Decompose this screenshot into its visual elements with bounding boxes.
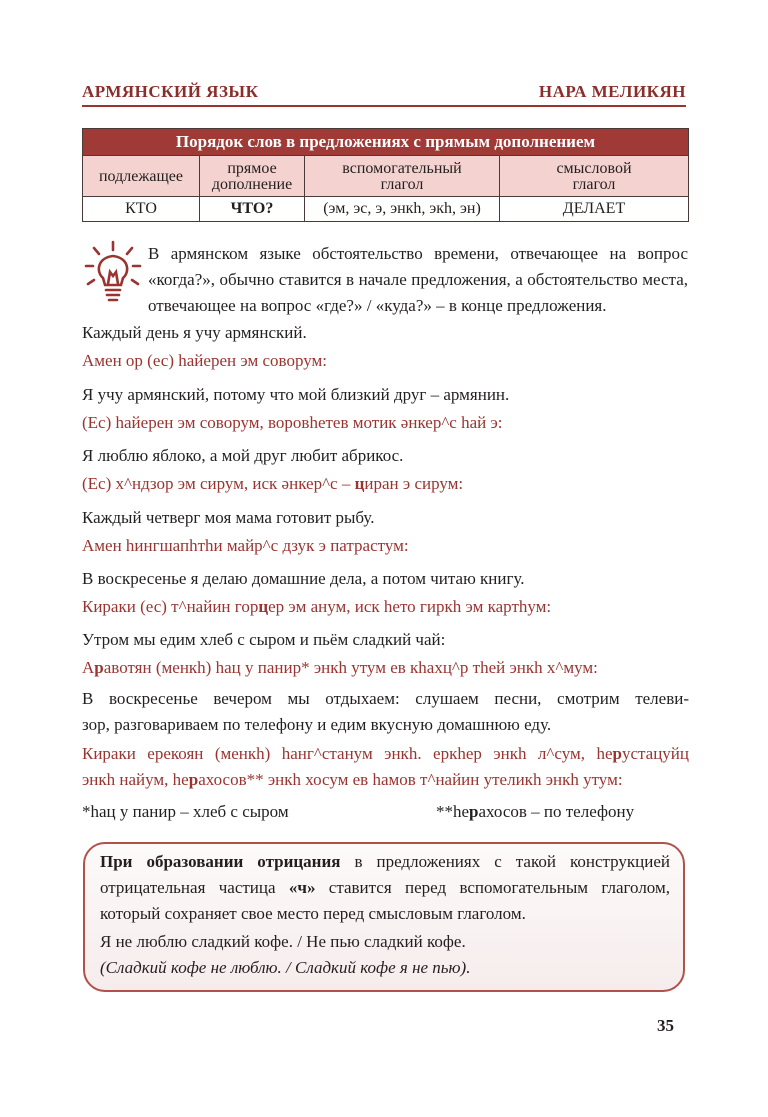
example-ar-1: Амен ор (ес) һайерен эм соворум:	[82, 351, 327, 370]
example-ru-3: Я люблю яблоко, а мой друг любит абрикос.	[82, 446, 404, 465]
example-ru-6: Утром мы едим хлеб с сыром и пьём сладкий чай:	[82, 630, 446, 649]
example-ar-3: (Ес) х^ндзор эм сирум, иск әнкер^с – циран э сирум:	[82, 474, 464, 493]
header-main-verb: смысловой глагол	[500, 156, 689, 197]
header-subject: подлежащее	[83, 156, 200, 197]
cell-does: ДЕЛАЕТ	[500, 197, 689, 222]
example-ru-1: Каждый день я учу армянский.	[82, 323, 307, 342]
header-divider	[82, 105, 686, 107]
example-ar-7-line1: Кираки ерекоян (менкһ) һанг^станум энкһ. еркһер энкһ л^сум, һерустацуйц	[82, 744, 689, 763]
table-title: Порядок слов в предложениях с прямым дополнением	[83, 129, 689, 156]
example-ru-2: Я учу армянский, потому что мой близкий друг – армянин.	[82, 385, 510, 404]
header-auxiliary-verb: вспомогательный глагол	[305, 156, 500, 197]
example-ru-7-line1: В воскресенье вечером мы отдыхаем: слушаем песни, смотрим телеви-	[82, 689, 689, 708]
author-name: НАРА МЕЛИКЯН	[538, 82, 686, 101]
cell-aux: (эм, эс, э, энкһ, экһ, эн)	[305, 197, 500, 222]
table-header-row	[83, 156, 689, 197]
page-number: 35	[657, 1016, 674, 1035]
example-ar-2: (Ес) һайерен эм соворум, воровһетев мотик әнкер^с һай э:	[82, 413, 503, 432]
footnote-1: *һац у панир – хлеб с сыром	[82, 802, 289, 821]
tip-text: В армянском языке обстоятельство времени, отвечающее на вопрос «когда?», обычно ставится в начале предложения, а обстоятельство места, отвечающее на вопрос «где?» / «куда?» – в конце предложения.	[148, 244, 688, 315]
example-ru-7-line2: зор, разговариваем по телефону и едим вкусную домашнюю еду.	[82, 715, 552, 734]
negation-example: Я не люблю сладкий кофе. / Не пью сладкий кофе.	[100, 932, 466, 951]
footnote-2: **һерахосов – по телефону	[436, 802, 635, 821]
example-ar-4: Амен һингшапһтһи майр^с дзук э патрастум:	[82, 536, 409, 555]
example-ar-7-line2: энкһ найум, һерахосов** энкһ хосум ев һамов т^найин утеликһ энкһ утум:	[82, 770, 623, 789]
example-ar-5: Кираки (ес) т^найин горцер эм анум, иск һето гиркһ эм картһум:	[82, 597, 552, 616]
negation-rule: При образовании отрицания в предложениях с такой конструкцией отрицательная частица «ч» ставится перед вспомогательным глаголом, который сохраняет свое место перед смысловым глаголом.	[100, 852, 671, 923]
lightbulb-icon	[84, 240, 142, 306]
book-title: АРМЯНСКИЙ ЯЗЫК	[82, 82, 259, 101]
table-row	[83, 197, 689, 222]
running-header	[82, 82, 686, 102]
negation-example-alt: (Сладкий кофе не люблю. / Сладкий кофе я не пью).	[100, 958, 471, 977]
header-direct-object: прямое дополнение	[200, 156, 305, 197]
cell-what: ЧТО?	[200, 197, 305, 222]
negation-note-text	[100, 849, 670, 981]
example-ru-5: В воскресенье я делаю домашние дела, а потом читаю книгу.	[82, 569, 525, 588]
example-ru-4: Каждый четверг моя мама готовит рыбу.	[82, 508, 375, 527]
word-order-table	[82, 128, 689, 222]
cell-who: КТО	[83, 197, 200, 222]
example-ar-6: Аравотян (менкһ) һац у панир* энкһ утум ев кһахц^р тһей энкһ х^мум:	[82, 658, 598, 677]
